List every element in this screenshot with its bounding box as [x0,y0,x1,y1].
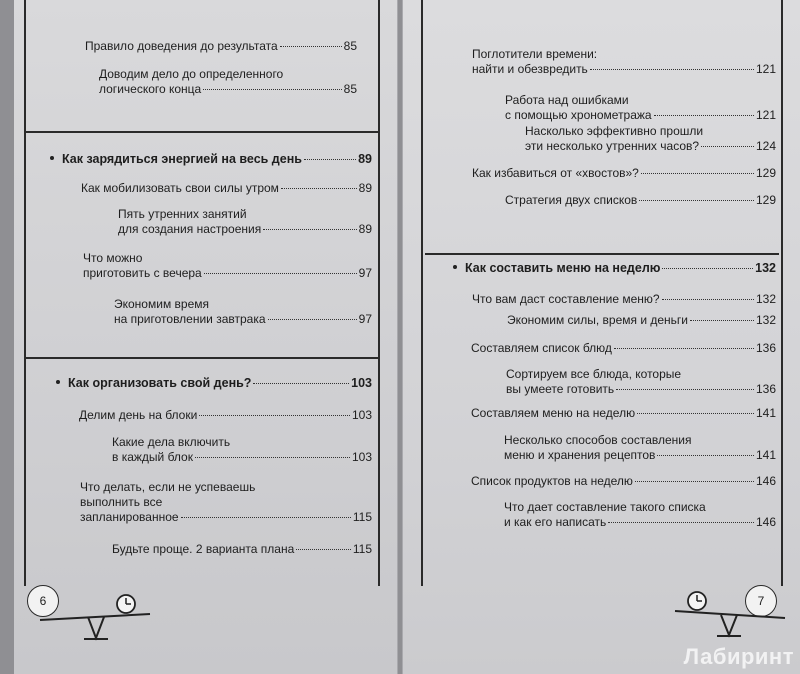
toc-entry: Что можно приготовить с вечера 97 [83,251,372,280]
toc-entry: Экономим силы, время и деньги 132 [507,313,776,327]
toc-section-heading: Как составить меню на неделю 132 [453,261,776,276]
page-number: 6 [27,585,59,617]
toc-entry: Что делать, если не успеваешь выполнить все запланированное 115 [80,480,372,524]
watermark: Лабиринт [683,644,794,669]
toc-entry: Сортируем все блюда, которые вы умеете готовить 136 [506,367,776,396]
toc-entry: Доводим дело до определенного логического конца 85 [99,67,357,96]
section-divider [425,253,779,255]
bullet-icon [56,380,60,384]
bullet-icon [50,156,54,160]
toc-entry: Насколько эффективно прошли эти несколько утренних часов? 124 [525,124,776,153]
page-number: 7 [745,585,777,617]
section-divider [26,131,378,133]
bullet-icon [453,265,457,269]
toc-entry: Делим день на блоки 103 [79,408,372,422]
toc-entry: Список продуктов на неделю 146 [471,474,776,488]
toc-entry: Стратегия двух списков 129 [505,193,776,207]
toc-entry: Несколько способов составления меню и хранения рецептов 141 [504,433,776,462]
toc-entry: Поглотители времени: найти и обезвредить 121 [472,47,776,76]
toc-entry: Какие дела включить в каждый блок 103 [112,435,372,464]
scales-clock-icon [36,588,156,648]
toc-entry: Что вам даст составление меню? 132 [472,292,776,306]
scales-clock-icon [671,585,791,645]
toc-section-heading: Как организовать свой день? 103 [56,376,372,391]
toc-entry: Пять утренних занятий для создания настроения 89 [118,207,372,236]
toc-entry: Как избавиться от «хвостов»? 129 [472,166,776,180]
toc-entry: Как мобилизовать свои силы утром 89 [81,181,372,195]
toc-entry: Экономим время на приготовлении завтрака 97 [114,297,372,326]
left-page [14,0,398,674]
toc-entry: Правило доведения до результата 85 [85,39,357,53]
toc-entry: Что дает составление такого списка и как его написать 146 [504,500,776,529]
toc-section-heading: Как зарядиться энергией на весь день 89 [50,152,372,167]
right-page [402,0,800,674]
toc-entry: Составляем список блюд 136 [471,341,776,355]
toc-entry: Составляем меню на неделю 141 [471,406,776,420]
toc-entry: Работа над ошибками с помощью хронометража 121 [505,93,776,122]
section-divider [26,357,378,359]
toc-entry: Будьте проще. 2 варианта плана 115 [112,542,372,556]
